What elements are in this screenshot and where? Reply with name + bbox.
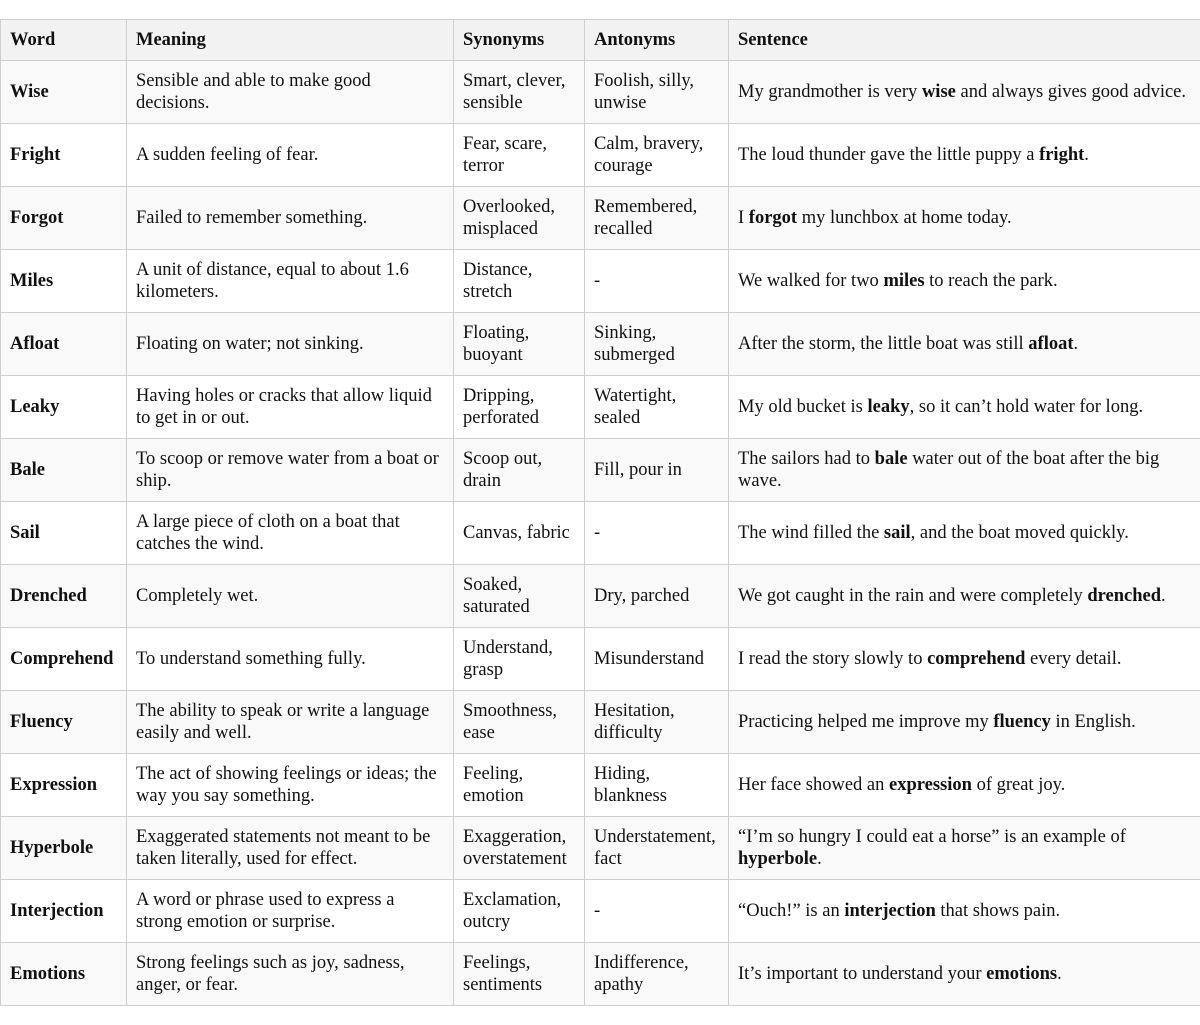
meaning-cell: A large piece of cloth on a boat that catches the wind. (127, 502, 454, 565)
sentence-cell (729, 628, 1200, 691)
sentence-cell (729, 313, 1200, 376)
antonyms-cell: Foolish, silly, unwise (585, 61, 729, 124)
sentence-keyword: comprehend (927, 649, 1026, 669)
meaning-cell: The ability to speak or write a language easily and well. (127, 691, 454, 754)
header-meaning: Meaning (127, 20, 454, 61)
meaning-cell: Failed to remember something. (127, 187, 454, 250)
synonyms-cell: Feelings, sentiments (454, 943, 585, 1006)
sentence-cell (729, 565, 1200, 628)
sentence-cell (729, 943, 1200, 1006)
header-word: Word (1, 20, 127, 61)
meaning-cell: Floating on water; not sinking. (127, 313, 454, 376)
sentence-cell (729, 754, 1200, 817)
synonyms-cell: Smart, clever, sensible (454, 61, 585, 124)
sentence-text-pre: Her face showed an (738, 775, 890, 795)
meaning-cell: Completely wet. (127, 565, 454, 628)
sentence-keyword: sail (883, 523, 911, 543)
meaning-cell: A word or phrase used to express a strong emotion or surprise. (127, 880, 454, 943)
antonyms-cell: Dry, parched (585, 565, 729, 628)
antonyms-cell: Remembered, recalled (585, 187, 729, 250)
sentence-text-pre: The sailors had to (738, 449, 875, 469)
sentence-text-pre: “Ouch!” is an (738, 901, 845, 921)
sentence-text-post: that shows pain. (935, 901, 1061, 921)
sentence-text-post: . (1084, 145, 1089, 165)
synonyms-cell: Canvas, fabric (454, 502, 585, 565)
sentence-text-pre: The wind filled the (738, 523, 884, 543)
table-row (1, 691, 1200, 754)
synonyms-cell: Understand, grasp (454, 628, 585, 691)
antonyms-cell: Understatement, fact (585, 817, 729, 880)
word-cell: Sail (1, 502, 127, 565)
word-cell: Expression (1, 754, 127, 817)
sentence-keyword: drenched (1087, 586, 1162, 606)
sentence-keyword: forgot (748, 208, 798, 228)
word-cell: Fright (1, 124, 127, 187)
synonyms-cell: Fear, scare, terror (454, 124, 585, 187)
vocabulary-table-container (0, 19, 1200, 1006)
sentence-keyword: leaky (867, 397, 910, 417)
sentence-cell (729, 187, 1200, 250)
table-row (1, 880, 1200, 943)
sentence-text-pre: We got caught in the rain and were completely (738, 586, 1088, 606)
antonyms-cell: Hesitation, difficulty (585, 691, 729, 754)
sentence-text-pre: The loud thunder gave the little puppy a (738, 145, 1040, 165)
sentence-text-post: to reach the park. (924, 271, 1058, 291)
sentence-keyword: interjection (844, 901, 936, 921)
antonyms-cell: - (585, 880, 729, 943)
sentence-cell (729, 61, 1200, 124)
antonyms-cell: Indifference, apathy (585, 943, 729, 1006)
word-cell: Interjection (1, 880, 127, 943)
sentence-cell (729, 817, 1200, 880)
header-sentence: Sentence (729, 20, 1200, 61)
sentence-text-post: and always gives good advice. (955, 82, 1187, 102)
sentence-text-post: in English. (1050, 712, 1136, 732)
meaning-cell: Having holes or cracks that allow liquid to get in or out. (127, 376, 454, 439)
word-cell: Afloat (1, 313, 127, 376)
sentence-cell (729, 691, 1200, 754)
word-cell: Comprehend (1, 628, 127, 691)
word-cell: Hyperbole (1, 817, 127, 880)
synonyms-cell: Exaggeration, overstatement (454, 817, 585, 880)
antonyms-cell: Calm, bravery, courage (585, 124, 729, 187)
header-synonyms: Synonyms (454, 20, 585, 61)
table-row (1, 565, 1200, 628)
sentence-text-pre: My old bucket is (738, 397, 868, 417)
sentence-text-pre: I read the story slowly to (738, 649, 928, 669)
sentence-keyword: wise (921, 82, 956, 102)
synonyms-cell: Floating, buoyant (454, 313, 585, 376)
word-cell: Drenched (1, 565, 127, 628)
antonyms-cell: - (585, 502, 729, 565)
synonyms-cell: Smoothness, ease (454, 691, 585, 754)
table-body (1, 61, 1200, 1006)
synonyms-cell: Scoop out, drain (454, 439, 585, 502)
antonyms-cell: Fill, pour in (585, 439, 729, 502)
word-cell: Leaky (1, 376, 127, 439)
table-row (1, 124, 1200, 187)
table-row (1, 61, 1200, 124)
sentence-keyword: hyperbole (738, 849, 818, 869)
word-cell: Emotions (1, 943, 127, 1006)
vocabulary-table (0, 19, 1200, 1006)
sentence-text-post: . (1161, 586, 1166, 606)
table-header (1, 20, 1200, 61)
word-cell: Miles (1, 250, 127, 313)
table-row (1, 628, 1200, 691)
word-cell: Forgot (1, 187, 127, 250)
table-row (1, 502, 1200, 565)
meaning-cell: Sensible and able to make good decisions. (127, 61, 454, 124)
antonyms-cell: - (585, 250, 729, 313)
word-cell: Bale (1, 439, 127, 502)
word-cell: Fluency (1, 691, 127, 754)
sentence-text-pre: It’s important to understand your (738, 964, 987, 984)
synonyms-cell: Distance, stretch (454, 250, 585, 313)
sentence-text-pre: Practicing helped me improve my (738, 712, 994, 732)
meaning-cell: To understand something fully. (127, 628, 454, 691)
synonyms-cell: Exclamation, outcry (454, 880, 585, 943)
sentence-keyword: fright (1039, 145, 1085, 165)
sentence-cell (729, 376, 1200, 439)
antonyms-cell: Misunderstand (585, 628, 729, 691)
antonyms-cell: Watertight, sealed (585, 376, 729, 439)
meaning-cell: The act of showing feelings or ideas; the way you say something. (127, 754, 454, 817)
table-row (1, 754, 1200, 817)
table-row (1, 943, 1200, 1006)
sentence-text-post: water out of the boat after the big wave. (738, 449, 1160, 491)
table-row (1, 187, 1200, 250)
header-antonyms: Antonyms (585, 20, 729, 61)
sentence-text-pre: We walked for two (738, 271, 884, 291)
sentence-keyword: fluency (993, 712, 1051, 732)
table-row (1, 376, 1200, 439)
sentence-cell (729, 124, 1200, 187)
sentence-keyword: miles (883, 271, 925, 291)
table-row (1, 313, 1200, 376)
sentence-text-pre: “I’m so hungry I could eat a horse” is an example of (738, 827, 1126, 847)
sentence-cell (729, 502, 1200, 565)
meaning-cell: A sudden feeling of fear. (127, 124, 454, 187)
sentence-text-post: every detail. (1025, 649, 1122, 669)
synonyms-cell: Soaked, saturated (454, 565, 585, 628)
meaning-cell: To scoop or remove water from a boat or ship. (127, 439, 454, 502)
meaning-cell: Strong feelings such as joy, sadness, anger, or fear. (127, 943, 454, 1006)
sentence-text-post: my lunchbox at home today. (797, 208, 1012, 228)
sentence-text-post: . (817, 849, 822, 869)
sentence-text-pre: My grandmother is very (738, 82, 922, 102)
sentence-keyword: bale (874, 449, 908, 469)
sentence-text-post: . (1057, 964, 1062, 984)
table-row (1, 817, 1200, 880)
synonyms-cell: Overlooked, misplaced (454, 187, 585, 250)
meaning-cell: Exaggerated statements not meant to be taken literally, used for effect. (127, 817, 454, 880)
sentence-text-post: , and the boat moved quickly. (910, 523, 1129, 543)
table-row (1, 439, 1200, 502)
header-row (1, 20, 1200, 61)
synonyms-cell: Dripping, perforated (454, 376, 585, 439)
meaning-cell: A unit of distance, equal to about 1.6 kilometers. (127, 250, 454, 313)
sentence-text-post: , so it can’t hold water for long. (909, 397, 1144, 417)
antonyms-cell: Sinking, submerged (585, 313, 729, 376)
antonyms-cell: Hiding, blankness (585, 754, 729, 817)
table-row (1, 250, 1200, 313)
sentence-text-post: of great joy. (971, 775, 1066, 795)
sentence-text-pre: After the storm, the little boat was still (738, 334, 1029, 354)
word-cell: Wise (1, 61, 127, 124)
sentence-keyword: emotions (986, 964, 1058, 984)
sentence-keyword: expression (889, 775, 972, 795)
sentence-cell (729, 250, 1200, 313)
sentence-text-post: . (1073, 334, 1079, 354)
sentence-text-pre: I (738, 208, 749, 228)
synonyms-cell: Feeling, emotion (454, 754, 585, 817)
sentence-cell (729, 439, 1200, 502)
sentence-keyword: afloat (1028, 334, 1074, 354)
sentence-cell (729, 880, 1200, 943)
